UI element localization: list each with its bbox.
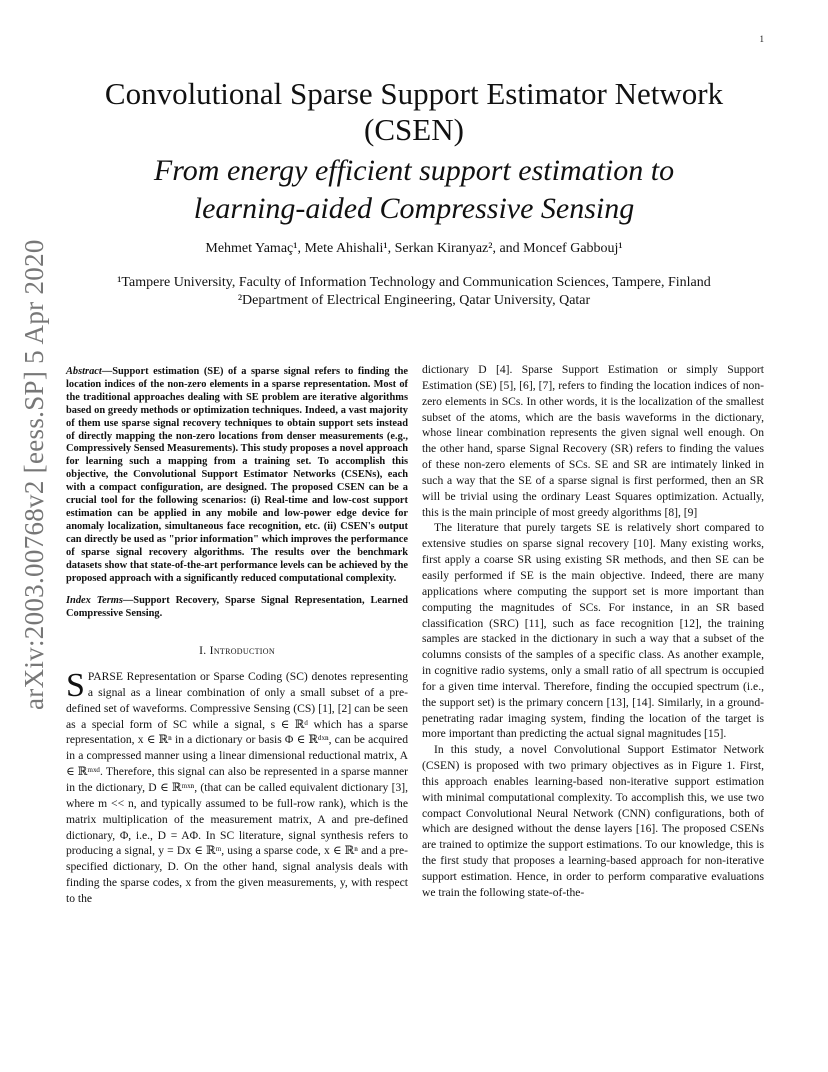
title-line-1: Convolutional Sparse Support Estimator Network bbox=[104, 76, 724, 111]
intro-paragraph-1-text: PARSE Representation or Sparse Coding (SC) denotes representing a signal as a linear combination of only a small subset of a pre-defined set of waveforms. Compressive Sensing (CS) [1], [2] can be seen as a special form of SC while a signal, s ∈ ℝᵈ which has a sparse representation, x ∈ ℝⁿ in a dictionary or basis Φ ∈ ℝᵈˣⁿ, can be acquired in a compressed manner using a linear dimensional reductional matrix, A ∈ ℝᵐˣᵈ. Therefore, this signal can also be represented in a sparse manner in the dictionary, D ∈ ℝᵐˣⁿ, (that can be called equivalent dictionary [3], where m << n, and typically assumed to be full-row rank), which is the matrix multiplication of the measurement matrix, A and pre-defined dictionary, Φ, i.e., D = AΦ. In SC literature, signal synthesis refers to producing a signal, y = Dx ∈ ℝᵐ, using a sparse code, x ∈ ℝⁿ and a pre-specified dictionary, D. On the other hand, signal analysis deals with finding the sparse codes, x from the given measurements, y, with respect to the bbox=[66, 670, 408, 905]
affiliations bbox=[60, 274, 768, 310]
left-column bbox=[66, 362, 408, 907]
right-paragraph-3: In this study, a novel Convolutional Support Estimator Network (CSEN) is proposed with two primary objectives as in Figure 1. First, this approach enables learning-based non-iterative support estimation with minimal computational complexity. To accomplish this, we use two compact Convolutional Neural Network (CNN) configurations, both of which are designed without the dense layers [16]. The proposed CSENs are trained to optimize the support estimations. To our knowledge, this is the first study that proposes a learning-based approach for non-iterative support estimation. Hence, in order to perform comparative evaluations we train the following state-of-the- bbox=[422, 743, 764, 899]
index-terms bbox=[66, 595, 408, 621]
page-number: 1 bbox=[759, 34, 764, 44]
index-terms-label: Index Terms bbox=[66, 595, 123, 607]
drop-cap: S bbox=[66, 667, 85, 705]
abstract-text: —Support estimation (SE) of a sparse signal refers to finding the location indices of the non-zero elements in a sparse representation. Most of the traditional approaches dealing with SE problem are iterative algorithms based on greedy methods or optimization techniques. Indeed, a vast majority of them use sparse signal recovery techniques to obtain support sets instead of directly mapping the non-zero locations from denser measurements (e.g., Compressively Sensed Measurements). This study proposes a novel approach for learning such a mapping from a training set. To accomplish this objective, the Convolutional Support Estimator Networks (CSENs), each with a compact configuration, are designed. The proposed CSEN can be a crucial tool for the following scenarios: (i) Real-time and low-cost support estimation can be applied in any mobile and low-power edge device for anomaly localization, simultaneous face recognition, etc. (ii) CSEN's output can directly be used as "prior information" which improves the performance of sparse signal recovery algorithms. The results over the benchmark datasets show that state-of-the-art performance levels can be achieved by the proposed approach with a significantly reduced computational complexity. bbox=[66, 366, 408, 584]
section-number: I. bbox=[199, 644, 207, 658]
abstract bbox=[66, 366, 408, 585]
intro-paragraph-1 bbox=[66, 669, 408, 907]
author-list: Mehmet Yamaç¹, Mete Ahishali¹, Serkan Kiranyaz², and Moncef Gabbouj¹ bbox=[205, 241, 623, 256]
section-title: Introduction bbox=[209, 644, 275, 658]
paper-title bbox=[60, 76, 768, 148]
affiliation-2: ²Department of Electrical Engineering, Qatar University, Qatar bbox=[237, 293, 591, 308]
section-heading-introduction bbox=[66, 643, 408, 659]
right-paragraph-1: dictionary D [4]. Sparse Support Estimation or simply Support Estimation (SE) [5], [6], [7], refers to finding the location indices of non-zero elements in SCs. In other words, it is the localization of the smallest subset of the atoms, which are the basis waveforms in the dictionary, whose linear combination represents the given signal well enough. On the other hand, sparse Signal Recovery (SR) refers to finding the values of these non-zero elements of SCs. SE and SR are intimately linked in such a way that the SE of a sparse signal is first performed, then an SR will be trivial using the ordinary Least Squares optimization. Actually, this is the main principle of most greedy algorithms [8], [9] bbox=[422, 363, 764, 519]
affiliation-1: ¹Tampere University, Faculty of Information Technology and Communication Sciences, Tampere, Finland bbox=[117, 275, 711, 290]
subtitle-line-2: learning-aided Compressive Sensing bbox=[193, 192, 635, 225]
right-paragraph-2: The literature that purely targets SE is relatively short compared to extensive studies on sparse signal recovery [10]. Many existing works, first apply a coarse SR using existing SR methods, and then SE can be easily performed if SE is the main objective. Indeed, there are many applications where computing the support set is more important than computing the magnitudes of SCs. For instance, in an SR based classification (SRC) [11], such as face recognition [12], the training samples are stacked in the dictionary in such a way that a subset of the columns consists of the samples of a specific class. As another example, in cognitive radio systems, only a small ratio of all spectrum is occupied for a given time interval. Therefore, finding the occupied spectrum (i.e., the support set) is the primary concern [13], [14]. Similarly, in a ground-penetrating radar imaging system, finding the location of the target is more important than predicting the actual signal magnitudes [15]. bbox=[422, 521, 764, 741]
arxiv-stamp: arXiv:2003.00768v2 [eess.SP] 5 Apr 2020 bbox=[18, 239, 49, 710]
abstract-label: Abstract bbox=[66, 366, 102, 377]
subtitle-line-1: From energy efficient support estimation to bbox=[153, 154, 675, 187]
title-line-2: (CSEN) bbox=[364, 112, 464, 147]
paper-subtitle bbox=[60, 152, 768, 228]
index-terms-text: —Support Recovery, Sparse Signal Representation, Learned Compressive Sensing. bbox=[66, 595, 408, 620]
right-column bbox=[422, 362, 764, 901]
